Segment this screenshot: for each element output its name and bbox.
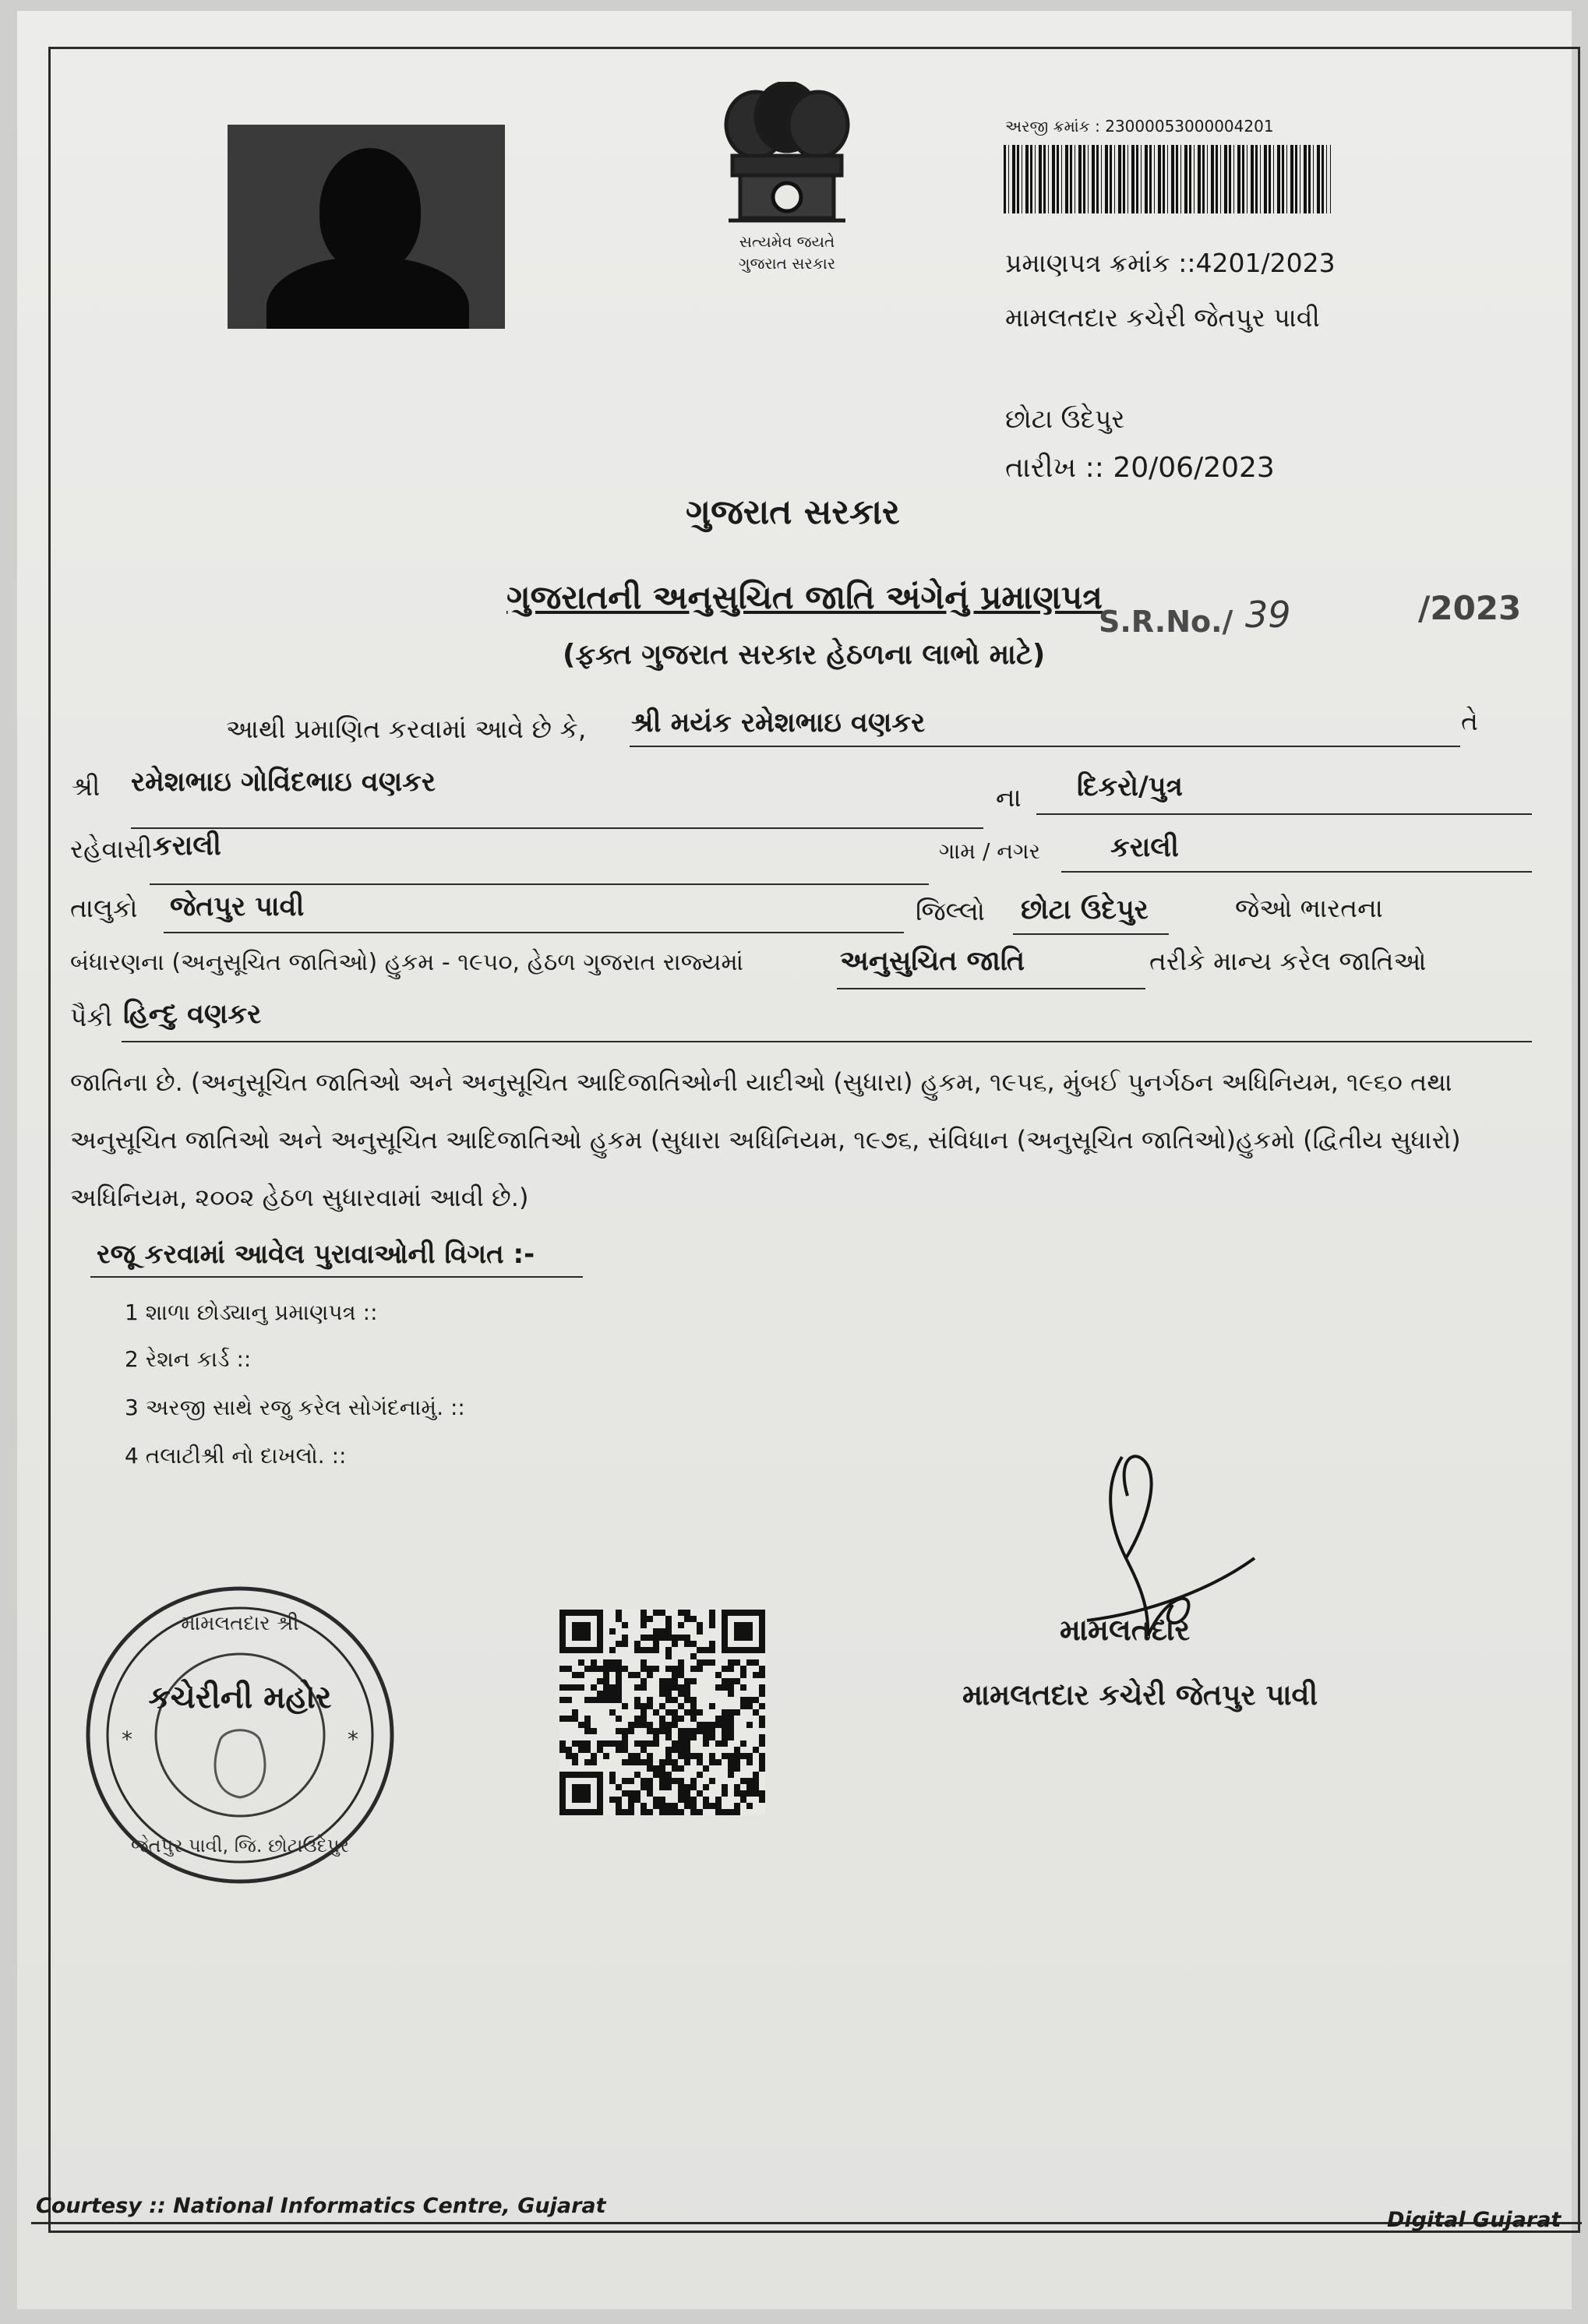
application-number: અરજી ક્રમાંક : 23000053000004201 [1005, 117, 1274, 136]
category-line [837, 988, 1145, 989]
district-label: જિલ્લો [916, 896, 986, 926]
evidence-item-4: 4 તલાટીશ્રી નો દાખલો. :: [125, 1443, 347, 1469]
caste-value: હિન્દુ વણકર [123, 999, 262, 1030]
recognized-text: તરીકે માન્ય કરેલ જાતિઓ [1149, 946, 1427, 976]
evidence-item-2: 2 રેશન કાર્ડ :: [125, 1346, 252, 1372]
issue-date: તારીખ :: 20/06/2023 [1005, 452, 1275, 484]
svg-text:*: * [122, 1726, 132, 1752]
applicant-name: શ્રી મયંક રમેશભાઇ વણકર [631, 707, 926, 739]
office-seal [84, 1583, 396, 1887]
signatory-office: મામલતદાર કચેરી જેતપુર પાવી [962, 1678, 1318, 1712]
applicant-name-line [630, 746, 1460, 747]
resident-line [150, 883, 929, 885]
resident-label: રહેવાસી [70, 834, 153, 864]
government-heading: ગુજરાત સરકાર [686, 492, 900, 532]
signatory-designation: મામલતદાર [1060, 1613, 1191, 1647]
constitution-text: બંધારણના (અનુસૂચિત જાતિઓ) હુકમ - ૧૯૫૦, હેઠળ ગુજરાત રાજ્યમાં [70, 949, 743, 976]
district-value: છોટા ઉદેપુર [1021, 894, 1149, 926]
resident-value: કરાલી [153, 831, 221, 862]
village-line [1061, 871, 1532, 873]
courtesy-text: Courtesy :: National Informatics Centre, Gujarat [36, 2194, 606, 2218]
svg-text:*: * [348, 1726, 358, 1752]
district-name: છોટા ઉદેપુર [1005, 404, 1125, 434]
national-emblem-icon [713, 82, 861, 277]
sr-number: 39 [1245, 594, 1291, 636]
issuing-office: મામલતદાર કચેરી જેતપુર પાવી [1005, 302, 1320, 333]
footer-rule [31, 2222, 1582, 2224]
barcode [1004, 145, 1331, 213]
evidence-heading: રજૂ કરવામાં આવેલ પુરાવાઓની વિગત :- [97, 1239, 535, 1270]
na-text: ના [996, 782, 1022, 813]
caste-line [122, 1041, 1532, 1042]
relation-line [1036, 813, 1532, 815]
certificate-number: પ્રમાણપત્ર ક્રમાંક ::4201/2023 [1005, 248, 1336, 278]
district-line [1013, 933, 1169, 935]
certify-text: આથી પ્રમાણિત કરવામાં આવે છે કે, [226, 714, 587, 744]
applicant-photo [228, 125, 505, 329]
village-value: કરાલી [1110, 832, 1179, 863]
para-line-2: અનુસૂચિત જાતિઓ અને અનુસૂચિત આદિજાતિઓ હુકમ (સુધારા અધિનિયમ, ૧૯૭૬, સંવિધાન (અનુસૂચિત જાતિઓ)હુકમો (દ્વિતીય સુધારો) [70, 1125, 1461, 1155]
digital-gujarat-text: Digital Gujarat [1387, 2208, 1562, 2232]
india-text: જેઓ ભારતના [1235, 893, 1383, 923]
emblem-caption-2: ગુજરાત સરકાર [738, 254, 836, 273]
relation-value: દિકરો/પુત્ર [1077, 771, 1184, 802]
taluka-line [164, 932, 904, 933]
emblem-caption-1: સત્યમેવ જયતે [739, 232, 835, 251]
shri-label: શ્રી [72, 771, 101, 802]
qr-code [559, 1610, 765, 1815]
taluka-label: તાલુકો [70, 893, 138, 923]
seal-bottom-text: જેતપુર પાવી, જિ. છોટાઉદેપુર [130, 1835, 350, 1857]
taluka-value: જેતપુર પાવી [170, 891, 305, 922]
sr-label: S.R.No./ [1099, 605, 1233, 639]
sr-year: /2023 [1418, 589, 1522, 627]
evidence-item-3: 3 અરજી સાથે રજુ કરેલ સોગંદનામું. :: [125, 1395, 465, 1420]
certificate-subtitle: (ફક્ત ગુજરાત સરકાર હેઠળના લાભો માટે) [563, 639, 1046, 671]
te-text: તે [1461, 706, 1478, 736]
para-line-1: જાતિના છે. (અનુસૂચિત જાતિઓ અને અનુસૂચિત આદિજાતિઓની યાદીઓ (સુધારા) હુકમ, ૧૯૫૬, મુંબઈ પુનર્ગઠન અધિનિયમ, ૧૯૬૦ તથા [70, 1067, 1452, 1097]
among-label: પૈકી [70, 1002, 113, 1032]
category-value: અનુસુચિત જાતિ [840, 946, 1025, 977]
seal-center-text: કચેરીની મહોર [148, 1680, 332, 1716]
father-name: રમેશભાઇ ગોવિંદભાઇ વણકર [131, 767, 436, 798]
para-line-3: અધિનિયમ, ૨૦૦૨ હેઠળ સુધારવામાં આવી છે.) [70, 1183, 529, 1212]
father-name-line [131, 827, 983, 829]
evidence-item-1: 1 શાળા છોડ્યાનુ પ્રમાણપત્ર :: [125, 1300, 378, 1325]
seal-top-text: મામલતદાર શ્રી [181, 1612, 299, 1635]
evidence-heading-underline [90, 1276, 583, 1278]
certificate-title: ગુજરાતની અનુસુચિત જાતિ અંગેનું પ્રમાણપત્ર [506, 578, 1103, 616]
village-label: ગામ / નગર [939, 838, 1041, 864]
